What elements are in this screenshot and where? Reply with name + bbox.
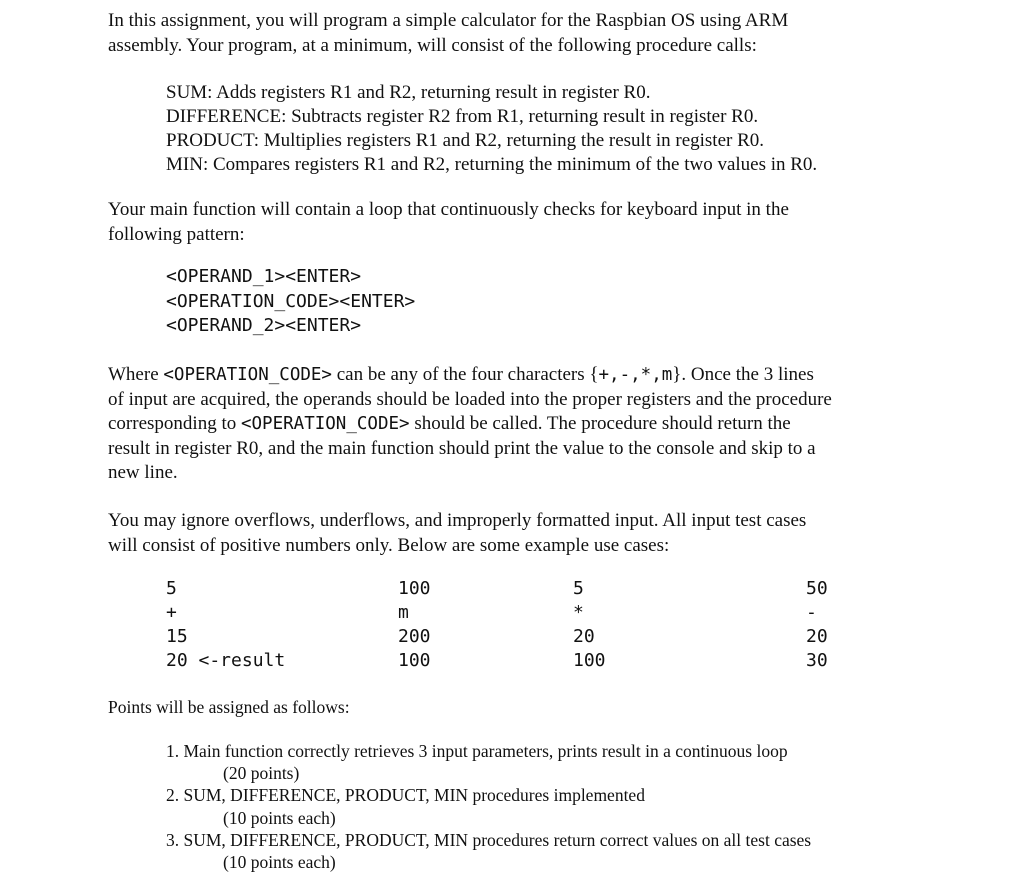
operation-line-4: result in register R0, and the main function should print the value to the console and skip to a: [108, 437, 816, 459]
intro-paragraph: [108, 9, 908, 58]
ignore-line-2: will consist of positive numbers only. Below are some example use cases:: [108, 534, 670, 556]
points-item-2: 2. SUM, DIFFERENCE, PRODUCT, MIN procedures implemented: [166, 785, 645, 806]
pattern-operand-2: <OPERAND_2><ENTER>: [166, 315, 362, 336]
ignore-line-1: You may ignore overflows, underflows, and improperly formatted input. All input test cases: [108, 510, 807, 531]
example-min: [398, 577, 431, 673]
operation-paragraph: [108, 363, 928, 486]
points-list: [166, 740, 811, 873]
operation-line-1: [108, 363, 928, 388]
operation-text-pre: Where: [108, 364, 164, 385]
main-loop-paragraph: [108, 198, 908, 247]
procedure-min: MIN: Compares registers R1 and R2, returning the minimum of the two values in R0.: [166, 154, 818, 175]
procedure-sum: SUM: Adds registers R1 and R2, returning result in register R0.: [166, 82, 651, 103]
operation-chars: +,-,*,m: [598, 365, 673, 385]
main-loop-line-1: Your main function will contain a loop that continuously checks for keyboard input in the: [108, 199, 789, 220]
operation-text-post: }. Once the 3 lines: [672, 364, 814, 385]
points-item-3: 3. SUM, DIFFERENCE, PRODUCT, MIN procedures return correct values on all test cases: [166, 829, 812, 850]
example-sum-operand-2: 15: [166, 626, 188, 647]
procedure-list: [166, 81, 817, 177]
operation-line-3-pre: corresponding to: [108, 413, 241, 434]
example-difference-operand-2: 20: [806, 626, 828, 647]
operation-code-token-2: <OPERATION_CODE>: [240, 414, 410, 434]
points-item-1: 1. Main function correctly retrieves 3 input parameters, prints result in a continuous loop: [166, 741, 788, 761]
operation-line-3: [108, 412, 928, 437]
main-loop-line-2: following pattern:: [108, 223, 245, 245]
example-product-operand-1: 5: [573, 578, 584, 599]
input-pattern: [166, 265, 415, 339]
example-difference-operand-1: 50: [806, 578, 828, 599]
example-difference-result: 30: [806, 650, 828, 671]
example-sum-operand-1: 5: [166, 578, 177, 599]
example-sum-operation: +: [166, 602, 177, 623]
example-difference-operation: -: [806, 602, 817, 623]
intro-line-2: assembly. Your program, at a minimum, will consist of the following procedure calls:: [108, 34, 757, 56]
operation-line-5: new line.: [108, 462, 178, 483]
example-min-operand-2: 200: [398, 626, 431, 647]
example-difference: [806, 577, 828, 673]
example-product-result: 100: [573, 650, 606, 671]
ignore-paragraph: [108, 509, 908, 558]
example-min-operation: m: [398, 602, 409, 623]
points-item-1-value: (20 points): [223, 763, 300, 784]
example-min-operand-1: 100: [398, 578, 431, 599]
operation-line-3-post: should be called. The procedure should return the: [409, 413, 791, 434]
procedure-product: PRODUCT: Multiplies registers R1 and R2, returning the result in register R0.: [166, 130, 765, 151]
example-sum: [166, 577, 285, 673]
pattern-operation-code: <OPERATION_CODE><ENTER>: [166, 290, 416, 312]
procedure-difference: DIFFERENCE: Subtracts register R2 from R1, returning result in register R0.: [166, 106, 759, 127]
pattern-operand-1: <OPERAND_1><ENTER>: [166, 266, 362, 287]
example-product: [573, 577, 606, 673]
operation-code-token: <OPERATION_CODE>: [163, 365, 332, 385]
example-sum-result: 20 <-result: [166, 650, 286, 671]
points-item-2-value: (10 points each): [223, 807, 336, 828]
points-item-3-value: (10 points each): [223, 852, 336, 873]
example-product-operation: *: [573, 602, 584, 623]
intro-line-1: In this assignment, you will program a simple calculator for the Raspbian OS using ARM: [108, 10, 789, 31]
example-min-result: 100: [398, 650, 431, 671]
example-product-operand-2: 20: [573, 626, 595, 647]
points-intro: Points will be assigned as follows:: [108, 697, 350, 717]
operation-line-2: of input are acquired, the operands should be loaded into the proper registers and the procedure: [108, 388, 832, 410]
operation-text-mid: can be any of the four characters {: [331, 364, 599, 385]
